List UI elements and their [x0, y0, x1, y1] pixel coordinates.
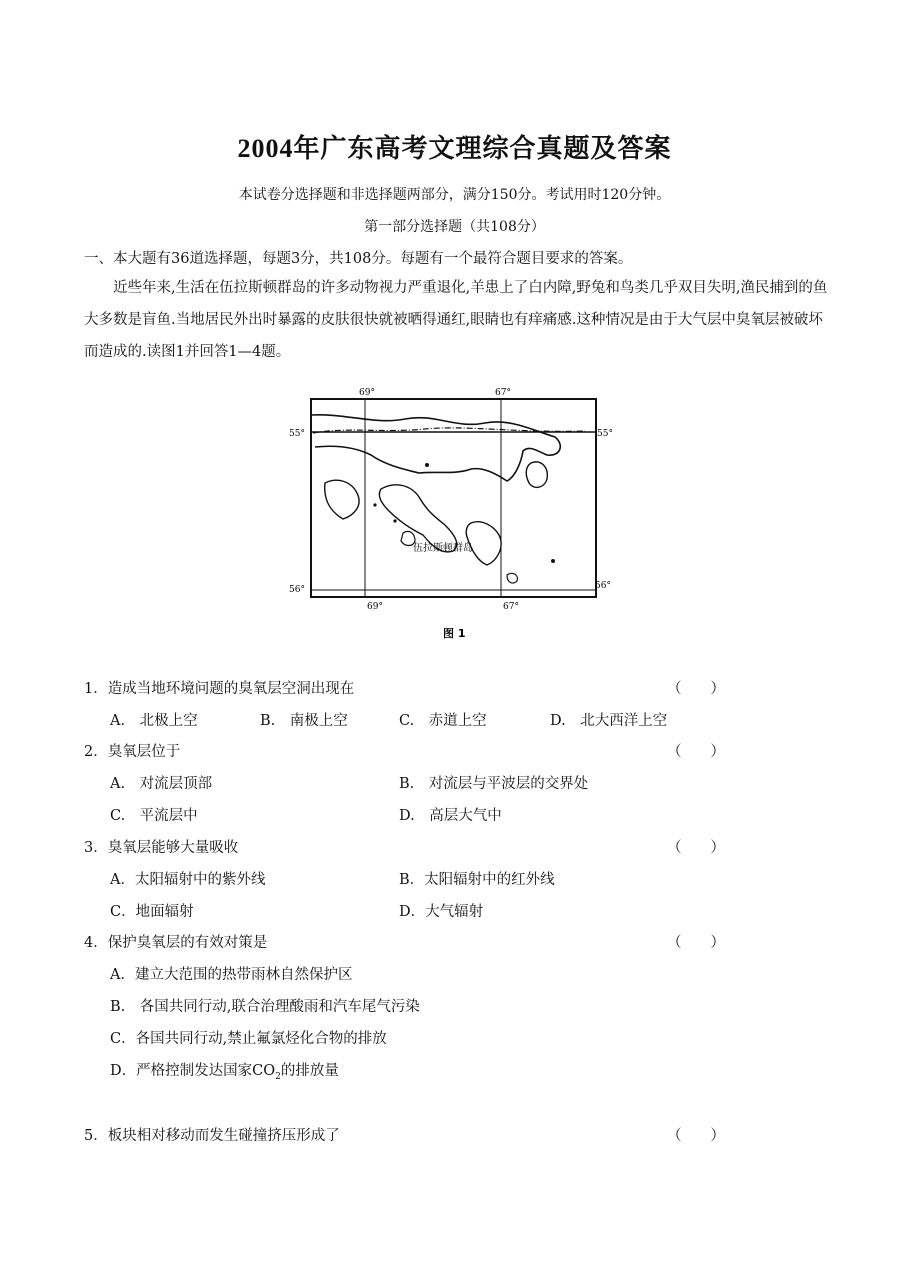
- question-3-option-c[interactable]: C．地面辐射: [110, 904, 194, 920]
- question-2-answer-blank[interactable]: （ ）: [667, 744, 725, 760]
- question-4-option-a[interactable]: A．建立大范围的热带雨林自然保护区: [110, 967, 353, 983]
- label-left-55: 55°: [289, 429, 305, 439]
- islet-dot-4: [393, 519, 396, 522]
- passage-text: 近些年来,生活在伍拉斯顿群岛的许多动物视力严重退化,羊患上了白内障,野兔和鸟类几乎双目失明,渔民捕到的鱼大多数是盲鱼.当地居民外出时暴露的皮肤很快就被晒得通红,眼睛也有痒痛感.这种情况是由于大气层中臭氧层被破坏而造成的.读图1并回答1—4题。: [84, 280, 828, 360]
- label-top-67: 67°: [495, 388, 511, 398]
- islet-b: [507, 573, 517, 583]
- coastline-north: [311, 415, 560, 481]
- question-3-answer-blank[interactable]: （ ）: [667, 840, 725, 856]
- label-right-56: 56°: [595, 581, 611, 591]
- question-2-stem: 2．臭氧层位于: [84, 744, 181, 760]
- figure-map: [285, 385, 615, 645]
- label-left-56: 56°: [289, 585, 305, 595]
- question-3-option-a[interactable]: A．太阳辐射中的紫外线: [110, 872, 266, 888]
- intro-text: 本试卷分选择题和非选择题两部分，满分150分。考试用时120分钟。: [238, 187, 671, 203]
- question-4-answer-blank[interactable]: （ ）: [667, 935, 725, 951]
- question-5-answer-blank[interactable]: （ ）: [667, 1128, 725, 1144]
- co2-subscript: 2: [275, 1071, 281, 1082]
- map-drawing: [285, 385, 615, 645]
- label-bottom-69: 69°: [367, 602, 383, 612]
- island-east: [526, 462, 547, 487]
- question-1-option-b[interactable]: B. 南极上空: [260, 713, 348, 729]
- islet-dot-3: [373, 503, 376, 506]
- section-instructions: 一、本大题有36道选择题，每题3分，共108分。每题有一个最符合题目要求的答案。: [84, 251, 633, 267]
- islet-dot-1: [425, 463, 429, 467]
- question-4-option-d[interactable]: [110, 1059, 339, 1082]
- question-5-stem: 5．板块相对移动而发生碰撞挤压形成了: [84, 1128, 340, 1144]
- label-islands: 伍拉斯顿群岛: [413, 543, 473, 554]
- question-2-option-a[interactable]: A. 对流层顶部: [110, 776, 213, 792]
- label-top-69: 69°: [359, 388, 375, 398]
- island-central: [379, 485, 456, 552]
- question-3-option-d[interactable]: D．大气辐射: [399, 904, 484, 920]
- question-4-option-b[interactable]: B. 各国共同行动,联合治理酸雨和汽车尾气污染: [110, 999, 420, 1015]
- page-title: 2004年广东高考文理综合真题及答案: [237, 134, 672, 163]
- question-1-option-c[interactable]: C. 赤道上空: [399, 713, 487, 729]
- island-west: [325, 480, 359, 519]
- figure-caption: 图 1: [443, 627, 466, 640]
- question-3-stem: 3．臭氧层能够大量吸收: [84, 840, 239, 856]
- question-1-option-a[interactable]: A. 北极上空: [110, 713, 198, 729]
- question-4-option-c[interactable]: C．各国共同行动,禁止氟氯烃化合物的排放: [110, 1031, 387, 1047]
- label-right-55: 55°: [597, 429, 613, 439]
- question-2-option-d[interactable]: D. 高层大气中: [399, 808, 502, 824]
- question-2-option-b[interactable]: B. 对流层与平波层的交界处: [399, 776, 589, 792]
- question-2-option-c[interactable]: C. 平流层中: [110, 808, 198, 824]
- question-3-option-b[interactable]: B．太阳辐射中的红外线: [399, 872, 555, 888]
- islet-dot-2: [551, 559, 555, 563]
- map-frame: [311, 399, 596, 597]
- part-heading: 第一部分选择题（共108分）: [364, 219, 545, 235]
- question-4-option-d-tail: 的排放量: [280, 1063, 339, 1079]
- question-1-stem: 1．造成当地环境问题的臭氧层空洞出现在: [84, 681, 355, 697]
- question-4-option-d-text: D．严格控制发达国家CO: [110, 1063, 276, 1079]
- question-1-option-d[interactable]: D. 北大西洋上空: [550, 713, 668, 729]
- question-4-stem: 4．保护臭氧层的有效对策是: [84, 935, 268, 951]
- label-bottom-67: 67°: [503, 602, 519, 612]
- question-1-answer-blank[interactable]: （ ）: [667, 681, 725, 697]
